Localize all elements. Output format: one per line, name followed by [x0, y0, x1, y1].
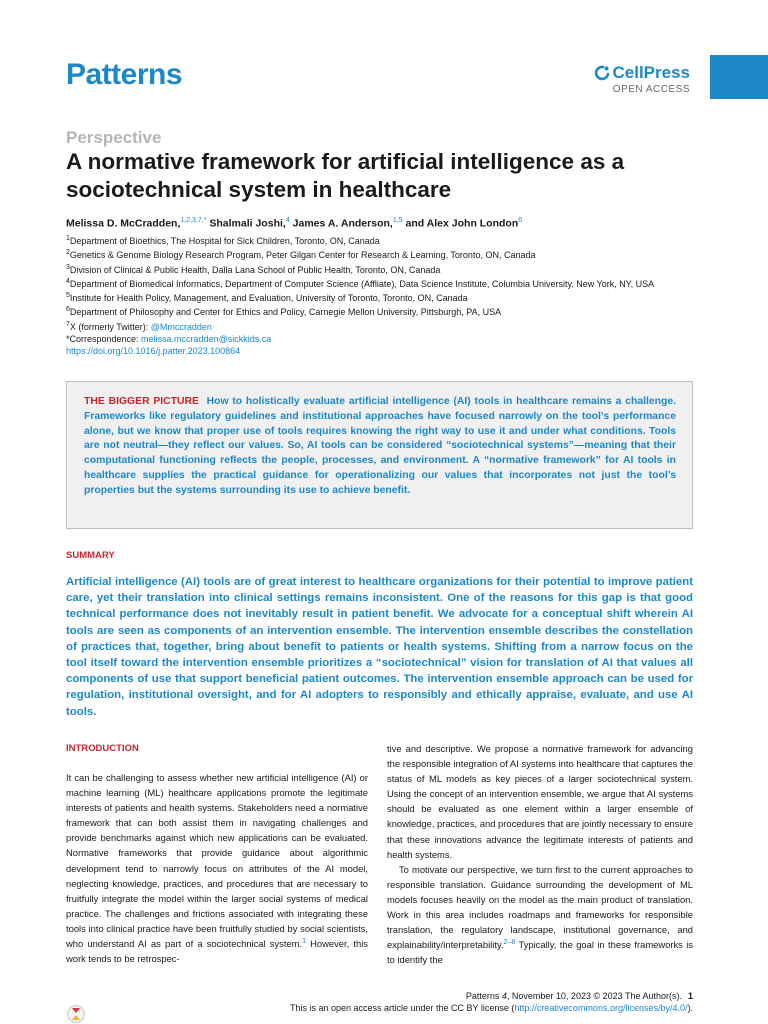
bigger-picture-box: [66, 381, 693, 529]
affiliation-number: 4: [66, 277, 70, 285]
cellpress-logo-icon: [594, 65, 610, 81]
affiliation-item: [66, 262, 706, 276]
footer-license: [290, 1002, 693, 1014]
license-link[interactable]: http://creativecommons.org/licenses/by/4.0/: [514, 1003, 688, 1013]
doi-link[interactable]: https://doi.org/10.1016/j.patter.2023.100864: [66, 346, 241, 357]
author-affiliation-marks: 1,2,3,7,*: [180, 217, 207, 224]
bigger-picture-paragraph: [84, 395, 676, 499]
body-paragraph: tive and descriptive. We propose a normative framework for advancing the responsible integration of AI systems into healthcare that captures the status of ML models as key pieces of a larger sociotechnical system. Using the concept of an intervention ensemble, we argue that AI systems should be evaluated as one element within a larger ensemble of knowledge, practices, and procedures that are jointly necessary to ensure that these innovations advance the legitimate interests of patients and health systems.: [387, 743, 693, 860]
body-column-left: [66, 770, 368, 966]
twitter-label: X (formerly Twitter):: [69, 321, 151, 332]
open-access-label: OPEN ACCESS: [612, 84, 690, 95]
page-number: 1: [687, 991, 693, 1001]
affiliation-text: Institute for Health Policy, Management, and Evaluation, University of Toronto, Toronto, ON, Canada: [69, 293, 468, 304]
affiliations: [66, 233, 706, 358]
header-accent-tab: [710, 55, 768, 99]
affiliation-text: Division of Clinical & Public Health, Dalla Lana School of Public Health, Toronto, ON, Canada: [69, 264, 441, 275]
twitter-line: [66, 319, 706, 333]
summary-heading: SUMMARY: [66, 550, 115, 561]
correspondence-line: [66, 333, 706, 345]
publisher-block: [594, 64, 691, 95]
paragraph-text: It can be challenging to assess whether new artificial intelligence (AI) or machine learning (ML) healthcare applications promote the legitimate interests of patients and health systems. Stakeholders need a normative framework that can both assist them in navigating challenges and provide benchmarks against which new applications can be evaluated. Normative frameworks that provide guidance about algorithmic development tend to narrowly focus on attributes of the AI model, neglecting knowledge, practices, and procedures that are necessary to fruitfully integrate the model within the larger social systems of medical practice. The challenges and frictions associated with integrating these tools into clinical practice have been fruitfully studied by social scientists, who understand AI as part of a sociotechnical system.: [66, 772, 368, 950]
introduction-heading: INTRODUCTION: [66, 743, 139, 754]
affiliation-number: 7: [66, 320, 70, 328]
author-affiliation-marks: 4: [285, 217, 290, 224]
paragraph-text: To motivate our perspective, we turn first to the current approaches to responsible translation. Guidance surrounding the development of ML models focuses heavily on the model as the main product of translation. Work in this area includes roadmaps and frameworks for responsible translation, the regulatory landscape, institutional governance, and explainability/interpretability.: [387, 863, 693, 951]
paragraph-text: However, this work tends to be retrospec-: [66, 938, 368, 965]
affiliation-number: 2: [66, 249, 70, 257]
article-title: A normative framework for artificial intelligence as a sociotechnical system in healthcare: [66, 149, 625, 202]
license-text: This is an open access article under the CC BY license (: [289, 1003, 515, 1013]
affiliation-text: Department of Bioethics, The Hospital for Sick Children, Toronto, ON, Canada: [69, 236, 380, 246]
page-footer: [290, 990, 693, 1014]
bigger-picture-label: THE BIGGER PICTURE: [84, 396, 199, 407]
footer-volume: 4: [501, 991, 507, 1001]
check-for-updates-icon[interactable]: [66, 1004, 86, 1024]
license-text: ).: [687, 1003, 693, 1013]
body-paragraph: [387, 862, 693, 968]
footer-citation: [290, 990, 693, 1002]
affiliation-item: [66, 276, 706, 290]
affiliation-item: [66, 304, 706, 318]
author-name: Shalmali Joshi,: [206, 217, 286, 230]
affiliation-number: 6: [66, 306, 70, 314]
author-name: and Alex John London: [402, 217, 519, 230]
affiliation-number: 3: [66, 263, 70, 271]
citation-link[interactable]: 2–8: [503, 939, 516, 947]
author-name: James A. Anderson,: [289, 217, 393, 230]
footer-citation-rest: , November 10, 2023 © 2023 The Author(s).: [506, 991, 682, 1001]
affiliation-number: 5: [66, 292, 70, 300]
journal-name: Patterns: [66, 58, 183, 91]
affiliation-text: Genetics & Genome Biology Research Program, Peter Gilgan Center for Research & Learning, Toronto, ON, Canada: [69, 250, 536, 261]
citation-link[interactable]: 1: [302, 937, 306, 945]
body-paragraph: [66, 770, 368, 966]
affiliation-item: [66, 233, 706, 247]
affiliation-text: Department of Philosophy and Center for Ethics and Policy, Carnegie Mellon University, Pittsburgh, PA, USA: [69, 307, 502, 318]
author-affiliation-marks: 6: [518, 217, 523, 224]
correspondence-label: *Correspondence:: [66, 334, 142, 345]
article-type: Perspective: [66, 128, 162, 147]
correspondence-email-link[interactable]: melissa.mccradden@sickkids.ca: [141, 334, 272, 345]
affiliation-number: 1: [66, 235, 70, 242]
twitter-handle-link[interactable]: @Mmccradden: [150, 321, 212, 332]
bigger-picture-text: How to holistically evaluate artificial intelligence (AI) tools in healthcare remains a challenge. Frameworks like regulatory guidelines and institutional approaches have focused narrowly on the tool’s performance alone, but we know that proper use of tools requires knowing the right way to use it and under what conditions. Tools are not neutral—they reflect our values. So, AI tools can be considered “sociotechnical systems”—meaning that their computational functioning reflects the people, processes, and environment. A “normative framework” for AI tools in healthcare supplies the practical guidance for operationalizing our values that incorporates not just the tool’s properties but the systems surrounding its use to achieve benefit.: [84, 396, 677, 496]
author-list: [66, 217, 522, 230]
author-affiliation-marks: 1,5: [392, 217, 403, 224]
publisher-name: CellPress: [612, 63, 690, 82]
footer-journal: Patterns: [465, 991, 502, 1001]
body-column-right: [387, 741, 693, 967]
affiliation-text: Department of Biomedical Informatics, Department of Computer Science (Affliate), Data Science Institute, Columbia University, New York, NY, USA: [69, 278, 655, 289]
summary-text: Artificial intelligence (AI) tools are of great interest to healthcare organizations for their potential to improve patient care, yet their translation into clinical settings remains inconsistent. One of the reasons for this gap is that good technical performance does not inevitably result in patient benefit. We advocate for a conceptual shift wherein AI tools are seen as components of an intervention ensemble. The intervention ensemble describes the constellation of practices that, together, bring about benefit to patients or health systems. Shifting from a narrow focus on the tool itself toward the intervention ensemble prioritizes a “sociotechnical” vision for translation of AI that values all components of use that support beneficial patient outcomes. The intervention ensemble approach can be used for regulation, institutional oversight, and for AI adopters to responsibly and ethically appraise, evaluate, and use AI tools.: [66, 576, 693, 718]
paragraph-text: Typically, the goal in these frameworks is to identify the: [387, 939, 693, 966]
affiliation-item: [66, 290, 706, 304]
affiliation-item: [66, 247, 706, 261]
author-name: Melissa D. McCradden,: [66, 217, 181, 230]
